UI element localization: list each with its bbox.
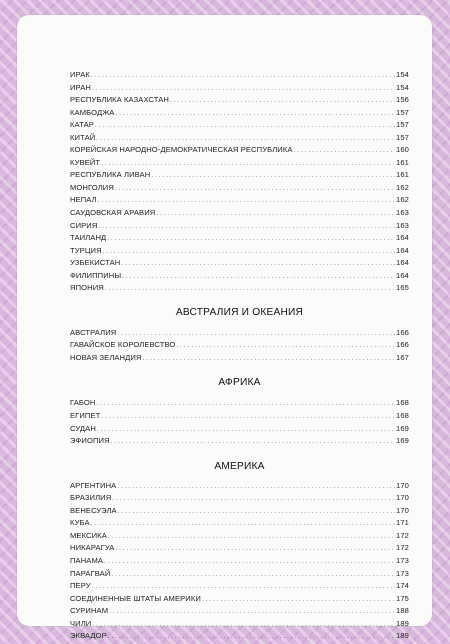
entry-name: СИРИЯ — [70, 220, 98, 230]
dot-leader — [95, 119, 395, 133]
toc-entry[interactable] — [70, 245, 409, 258]
entry-name: РЕСПУБЛИКА КАЗАХСТАН — [70, 95, 169, 105]
entry-page: 172 — [396, 543, 409, 553]
entry-page: 170 — [396, 480, 409, 490]
dot-leader — [111, 568, 395, 582]
toc-entry[interactable] — [70, 132, 409, 145]
entry-name: ЭФИОПИЯ — [70, 436, 110, 446]
entry-page: 170 — [396, 493, 409, 503]
entry-page: 157 — [396, 120, 409, 130]
entry-page: 161 — [396, 170, 409, 180]
entry-name: АВСТРАЛИЯ — [70, 327, 117, 337]
toc-section-america — [70, 461, 409, 643]
entry-page: 189 — [396, 618, 409, 628]
toc-entry[interactable] — [70, 182, 409, 195]
entry-name: КОРЕЙСКАЯ НАРОДНО-ДЕМОКРАТИЧЕСКАЯ РЕСПУБЛИКА — [70, 145, 293, 155]
toc-section-australia-oceania — [70, 307, 409, 365]
entry-page: 172 — [396, 530, 409, 540]
toc-entry[interactable] — [70, 257, 409, 270]
entry-name: ЭКВАДОР — [70, 631, 107, 641]
entry-name: ПЕРУ — [70, 581, 91, 591]
entry-name: КУБА — [70, 518, 90, 528]
toc-entry[interactable] — [70, 94, 409, 107]
table-of-contents — [70, 69, 409, 643]
dot-leader — [176, 339, 395, 353]
toc-entry[interactable] — [70, 480, 409, 493]
entry-page: 154 — [396, 82, 409, 92]
entry-name: СУДАН — [70, 423, 96, 433]
toc-section-africa — [70, 377, 409, 447]
entry-page: 163 — [396, 220, 409, 230]
entry-page: 170 — [396, 505, 409, 515]
dot-leader — [105, 282, 395, 296]
entry-name: НИКАРАГУА — [70, 543, 115, 553]
toc-entry[interactable] — [70, 423, 409, 436]
toc-entry[interactable] — [70, 568, 409, 581]
toc-entry[interactable] — [70, 492, 409, 505]
entry-name: ТАИЛАНД — [70, 233, 107, 243]
entry-page: 168 — [396, 411, 409, 421]
entry-page: 164 — [396, 270, 409, 280]
entry-page: 175 — [396, 593, 409, 603]
entry-name: СУРИНАМ — [70, 606, 109, 616]
entry-name: ЕГИПЕТ — [70, 411, 101, 421]
entry-name: ГАБОН — [70, 398, 96, 408]
entry-name: ЯПОНИЯ — [70, 283, 104, 293]
dot-leader — [101, 157, 395, 171]
toc-entry[interactable] — [70, 410, 409, 423]
toc-entry[interactable] — [70, 605, 409, 618]
entry-name: АРГЕНТИНА — [70, 480, 117, 490]
toc-entry[interactable] — [70, 542, 409, 555]
dot-leader — [101, 410, 395, 424]
dot-leader — [111, 435, 395, 449]
entry-name: РЕСПУБЛИКА ЛИВАН — [70, 170, 151, 180]
dot-leader — [143, 352, 395, 366]
entry-page: 189 — [396, 631, 409, 641]
dot-leader — [121, 257, 395, 271]
entry-name: САУДОВСКАЯ АРАВИЯ — [70, 208, 156, 218]
entry-name: ЧИЛИ — [70, 618, 92, 628]
toc-entry[interactable] — [70, 352, 409, 365]
toc-entry[interactable] — [70, 555, 409, 568]
toc-entry[interactable] — [70, 505, 409, 518]
entry-page: 164 — [396, 233, 409, 243]
dot-leader — [104, 555, 395, 569]
entry-name: ИРАК — [70, 70, 90, 79]
entry-page: 167 — [396, 352, 409, 362]
entry-name: КАТАР — [70, 120, 94, 130]
entry-name: ИРАН — [70, 82, 91, 92]
entry-page: 173 — [396, 568, 409, 578]
section-heading: АВСТРАЛИЯ И ОКЕАНИЯ — [175, 306, 304, 318]
toc-entry[interactable] — [70, 397, 409, 410]
dot-leader — [97, 423, 395, 437]
dot-leader — [115, 107, 395, 121]
dot-leader — [294, 144, 395, 158]
dot-leader — [108, 630, 395, 644]
entry-page: 166 — [396, 340, 409, 350]
toc-entry[interactable] — [70, 282, 409, 295]
toc-entry[interactable] — [70, 69, 409, 82]
dot-leader — [117, 327, 395, 341]
dot-leader — [115, 182, 395, 196]
entry-name: НОВАЯ ЗЕЛАНДИЯ — [70, 352, 142, 362]
entry-name: ПАРАГВАЙ — [70, 568, 111, 578]
entry-page: 188 — [396, 606, 409, 616]
dot-leader — [107, 232, 395, 246]
toc-entry[interactable] — [70, 194, 409, 207]
entry-name: КИТАЙ — [70, 132, 96, 142]
page-sheet — [17, 15, 432, 641]
entry-name: УЗБЕКИСТАН — [70, 258, 121, 268]
dot-leader — [118, 505, 395, 519]
entry-name: ПАНАМА — [70, 555, 104, 565]
toc-entry[interactable] — [70, 327, 409, 340]
dot-leader — [170, 94, 395, 108]
entry-name: СОЕДИНЕННЫЕ ШТАТЫ АМЕРИКИ — [70, 593, 201, 603]
entry-page: 162 — [396, 182, 409, 192]
toc-entry[interactable] — [70, 593, 409, 606]
dot-leader — [156, 207, 395, 221]
entry-page: 162 — [396, 195, 409, 205]
entry-name: ВЕНЕСУЭЛА — [70, 505, 117, 515]
section-heading: АФРИКА — [218, 377, 261, 389]
entry-page: 168 — [396, 398, 409, 408]
toc-entry[interactable] — [70, 435, 409, 448]
toc-entry[interactable] — [70, 144, 409, 157]
entry-page: 169 — [396, 423, 409, 433]
toc-section-asia — [70, 69, 409, 295]
toc-entry[interactable] — [70, 517, 409, 530]
entry-page: 165 — [396, 283, 409, 293]
entry-name: МЕКСИКА — [70, 530, 107, 540]
dot-leader — [115, 542, 395, 556]
dot-leader — [202, 593, 395, 607]
toc-entry[interactable] — [70, 530, 409, 543]
dot-leader — [96, 397, 395, 411]
entry-page: 173 — [396, 555, 409, 565]
toc-entry[interactable] — [70, 339, 409, 352]
entry-page: 154 — [396, 70, 409, 79]
section-heading: АМЕРИКА — [214, 460, 265, 472]
entry-name: КУВЕЙТ — [70, 157, 101, 167]
entry-page: 164 — [396, 245, 409, 255]
dot-leader — [117, 480, 395, 494]
toc-entry[interactable] — [70, 107, 409, 120]
dot-leader — [91, 517, 395, 531]
dot-leader — [92, 580, 395, 594]
toc-entry[interactable] — [70, 270, 409, 283]
dot-leader — [103, 245, 395, 259]
entry-page: 163 — [396, 208, 409, 218]
entry-name: МОНГОЛИЯ — [70, 182, 114, 192]
toc-entry[interactable] — [70, 580, 409, 593]
entry-page: 164 — [396, 258, 409, 268]
entry-page: 171 — [396, 518, 409, 528]
entry-name: БРАЗИЛИЯ — [70, 493, 112, 503]
dot-leader — [98, 194, 395, 208]
entry-page: 174 — [396, 581, 409, 591]
entry-name: НЕПАЛ — [70, 195, 97, 205]
toc-entry[interactable] — [70, 220, 409, 233]
dot-leader — [92, 618, 395, 632]
toc-entry[interactable] — [70, 157, 409, 170]
entry-page: 161 — [396, 157, 409, 167]
entry-name: ФИЛИППИНЫ — [70, 270, 122, 280]
dot-leader — [109, 605, 395, 619]
dot-leader — [92, 82, 395, 96]
dot-leader — [108, 530, 395, 544]
entry-page: 160 — [396, 145, 409, 155]
entry-page: 169 — [396, 436, 409, 446]
entry-page: 157 — [396, 132, 409, 142]
toc-entry[interactable] — [70, 232, 409, 245]
dot-leader — [96, 132, 395, 146]
entry-page: 156 — [396, 95, 409, 105]
toc-entry[interactable] — [70, 618, 409, 631]
entry-name: ГАВАЙСКОЕ КОРОЛЕВСТВО — [70, 340, 176, 350]
toc-entry[interactable] — [70, 169, 409, 182]
toc-entry[interactable] — [70, 82, 409, 95]
dot-leader — [112, 492, 395, 506]
dot-leader — [98, 220, 395, 234]
entry-name: ТУРЦИЯ — [70, 245, 102, 255]
dot-leader — [91, 69, 395, 83]
dot-leader — [151, 169, 395, 183]
dot-leader — [122, 270, 395, 284]
entry-page: 166 — [396, 327, 409, 337]
entry-page: 157 — [396, 107, 409, 117]
toc-entry[interactable] — [70, 119, 409, 132]
toc-entry[interactable] — [70, 207, 409, 220]
entry-name: КАМБОДЖА — [70, 107, 115, 117]
